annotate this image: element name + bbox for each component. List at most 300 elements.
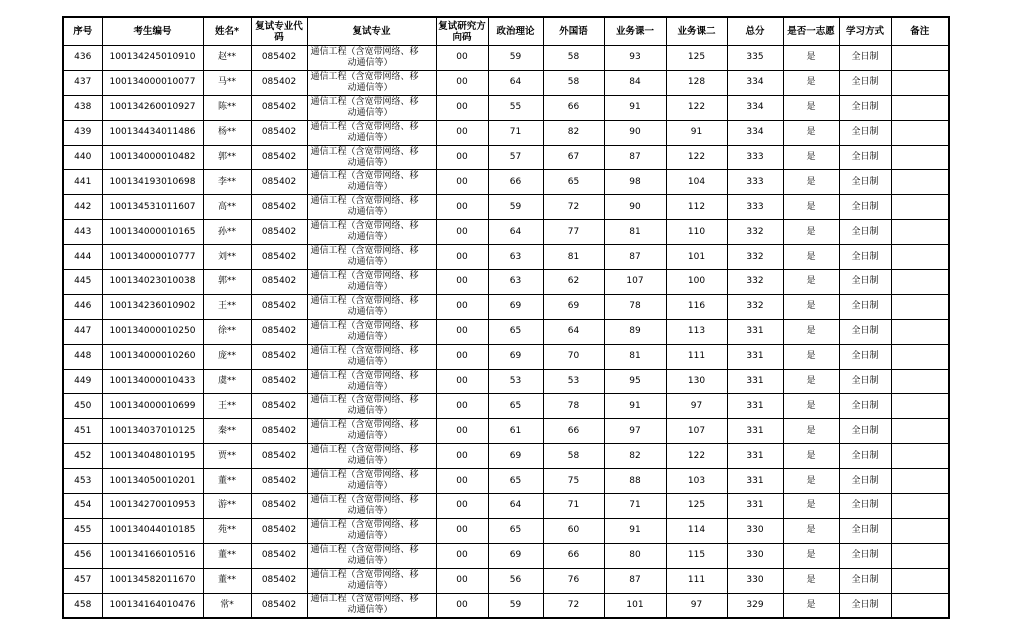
- cell-remarks: [891, 394, 949, 419]
- major-line-1: 通信工程（含宽带网络、移: [310, 270, 419, 281]
- cell-seq: 437: [63, 70, 102, 95]
- cell-total: 333: [727, 195, 783, 220]
- cell-major: [307, 344, 436, 369]
- cell-first-choice: 是: [783, 270, 839, 295]
- cell-major: [307, 394, 436, 419]
- cell-direction: 00: [436, 270, 488, 295]
- cell-course-two: 107: [666, 419, 727, 444]
- cell-total: 331: [727, 369, 783, 394]
- cell-major-code: 085402: [251, 419, 307, 444]
- cell-total: 331: [727, 469, 783, 494]
- table-row: [63, 518, 949, 543]
- major-line-1: 通信工程（含宽带网络、移: [310, 470, 419, 481]
- cell-total: 333: [727, 170, 783, 195]
- cell-remarks: [891, 195, 949, 220]
- cell-exam-id: 100134000010433: [102, 369, 203, 394]
- cell-name: 刘**: [203, 245, 251, 270]
- major-line-2: 动通信等）: [347, 207, 393, 218]
- cell-first-choice: 是: [783, 245, 839, 270]
- cell-course-two: 113: [666, 319, 727, 344]
- cell-first-choice: 是: [783, 294, 839, 319]
- cell-foreign-language: 58: [543, 46, 604, 71]
- cell-total: 331: [727, 419, 783, 444]
- cell-name: 孙**: [203, 220, 251, 245]
- major-line-2: 动通信等）: [347, 505, 393, 516]
- major-line-2: 动通信等）: [347, 281, 393, 292]
- cell-study-mode: 全日制: [839, 195, 891, 220]
- cell-remarks: [891, 344, 949, 369]
- cell-remarks: [891, 319, 949, 344]
- cell-exam-id: 100134434011486: [102, 120, 203, 145]
- cell-first-choice: 是: [783, 195, 839, 220]
- cell-foreign-language: 66: [543, 95, 604, 120]
- cell-seq: 439: [63, 120, 102, 145]
- cell-study-mode: 全日制: [839, 543, 891, 568]
- cell-foreign-language: 65: [543, 170, 604, 195]
- cell-foreign-language: 66: [543, 419, 604, 444]
- cell-major: [307, 494, 436, 519]
- cell-name: 赵**: [203, 46, 251, 71]
- major-line-2: 动通信等）: [347, 331, 393, 342]
- cell-major: [307, 568, 436, 593]
- table-row: [63, 494, 949, 519]
- cell-study-mode: 全日制: [839, 568, 891, 593]
- cell-name: 庞**: [203, 344, 251, 369]
- cell-remarks: [891, 170, 949, 195]
- cell-course-one: 93: [604, 46, 666, 71]
- cell-politics: 65: [488, 394, 543, 419]
- table-row: [63, 469, 949, 494]
- cell-major-code: 085402: [251, 494, 307, 519]
- cell-direction: 00: [436, 344, 488, 369]
- cell-major-code: 085402: [251, 319, 307, 344]
- cell-major-code: 085402: [251, 70, 307, 95]
- cell-study-mode: 全日制: [839, 46, 891, 71]
- cell-politics: 56: [488, 568, 543, 593]
- table-row: [63, 294, 949, 319]
- major-line-2: 动通信等）: [347, 82, 393, 93]
- cell-direction: 00: [436, 70, 488, 95]
- cell-major-code: 085402: [251, 145, 307, 170]
- cell-exam-id: 100134000010165: [102, 220, 203, 245]
- cell-seq: 441: [63, 170, 102, 195]
- cell-politics: 57: [488, 145, 543, 170]
- major-line-1: 通信工程（含宽带网络、移: [310, 121, 419, 132]
- cell-course-two: 111: [666, 568, 727, 593]
- cell-study-mode: 全日制: [839, 394, 891, 419]
- cell-foreign-language: 58: [543, 444, 604, 469]
- cell-first-choice: 是: [783, 568, 839, 593]
- header-study-mode: 学习方式: [839, 17, 891, 46]
- major-line-1: 通信工程（含宽带网络、移: [310, 494, 419, 505]
- cell-study-mode: 全日制: [839, 145, 891, 170]
- cell-total: 333: [727, 145, 783, 170]
- cell-name: 王**: [203, 294, 251, 319]
- table-row: [63, 419, 949, 444]
- cell-politics: 55: [488, 95, 543, 120]
- major-line-2: 动通信等）: [347, 107, 393, 118]
- cell-course-two: 104: [666, 170, 727, 195]
- major-line-2: 动通信等）: [347, 580, 393, 591]
- cell-politics: 53: [488, 369, 543, 394]
- cell-course-one: 78: [604, 294, 666, 319]
- cell-major: [307, 70, 436, 95]
- cell-major-code: 085402: [251, 543, 307, 568]
- cell-politics: 69: [488, 543, 543, 568]
- cell-study-mode: 全日制: [839, 245, 891, 270]
- cell-exam-id: 100134236010902: [102, 294, 203, 319]
- cell-total: 335: [727, 46, 783, 71]
- major-line-2: 动通信等）: [347, 555, 393, 566]
- cell-seq: 451: [63, 419, 102, 444]
- cell-exam-id: 100134000010077: [102, 70, 203, 95]
- cell-total: 331: [727, 394, 783, 419]
- table-row: [63, 145, 949, 170]
- cell-remarks: [891, 245, 949, 270]
- cell-major: [307, 46, 436, 71]
- cell-name: 郭**: [203, 270, 251, 295]
- cell-course-one: 87: [604, 568, 666, 593]
- score-table-sheet: [62, 16, 948, 619]
- cell-direction: 00: [436, 170, 488, 195]
- major-line-1: 通信工程（含宽带网络、移: [310, 445, 419, 456]
- cell-seq: 452: [63, 444, 102, 469]
- cell-foreign-language: 69: [543, 294, 604, 319]
- cell-major: [307, 170, 436, 195]
- major-line-1: 通信工程（含宽带网络、移: [310, 46, 419, 57]
- cell-politics: 65: [488, 469, 543, 494]
- major-line-2: 动通信等）: [347, 306, 393, 317]
- cell-course-one: 82: [604, 444, 666, 469]
- cell-course-one: 101: [604, 593, 666, 618]
- cell-major: [307, 369, 436, 394]
- cell-major: [307, 245, 436, 270]
- cell-total: 330: [727, 518, 783, 543]
- table-row: [63, 95, 949, 120]
- header-exam-id: 考生编号: [102, 17, 203, 46]
- cell-course-one: 80: [604, 543, 666, 568]
- major-line-1: 通信工程（含宽带网络、移: [310, 146, 419, 157]
- cell-first-choice: 是: [783, 120, 839, 145]
- cell-course-two: 111: [666, 344, 727, 369]
- cell-politics: 65: [488, 518, 543, 543]
- cell-politics: 63: [488, 270, 543, 295]
- cell-major-code: 085402: [251, 394, 307, 419]
- cell-major: [307, 294, 436, 319]
- cell-politics: 69: [488, 294, 543, 319]
- cell-politics: 71: [488, 120, 543, 145]
- cell-course-two: 116: [666, 294, 727, 319]
- cell-name: 高**: [203, 195, 251, 220]
- cell-major-code: 085402: [251, 518, 307, 543]
- cell-remarks: [891, 369, 949, 394]
- cell-exam-id: 100134048010195: [102, 444, 203, 469]
- cell-course-two: 122: [666, 95, 727, 120]
- cell-direction: 00: [436, 95, 488, 120]
- cell-study-mode: 全日制: [839, 593, 891, 618]
- cell-course-one: 107: [604, 270, 666, 295]
- cell-seq: 454: [63, 494, 102, 519]
- cell-direction: 00: [436, 319, 488, 344]
- cell-politics: 63: [488, 245, 543, 270]
- major-line-2: 动通信等）: [347, 406, 393, 417]
- cell-seq: 458: [63, 593, 102, 618]
- cell-foreign-language: 71: [543, 494, 604, 519]
- cell-major-code: 085402: [251, 469, 307, 494]
- cell-total: 334: [727, 95, 783, 120]
- header-first-choice: 是否一志愿: [783, 17, 839, 46]
- cell-exam-id: 100134023010038: [102, 270, 203, 295]
- cell-name: 郭**: [203, 145, 251, 170]
- major-line-2: 动通信等）: [347, 132, 393, 143]
- cell-exam-id: 100134582011670: [102, 568, 203, 593]
- cell-exam-id: 100134260010927: [102, 95, 203, 120]
- cell-exam-id: 100134037010125: [102, 419, 203, 444]
- major-line-2: 动通信等）: [347, 605, 393, 616]
- table-row: [63, 344, 949, 369]
- major-line-1: 通信工程（含宽带网络、移: [310, 320, 419, 331]
- cell-total: 331: [727, 444, 783, 469]
- cell-course-two: 112: [666, 195, 727, 220]
- header-seq: 序号: [63, 17, 102, 46]
- cell-course-two: 114: [666, 518, 727, 543]
- cell-major: [307, 518, 436, 543]
- table-row: [63, 444, 949, 469]
- major-line-1: 通信工程（含宽带网络、移: [310, 345, 419, 356]
- cell-foreign-language: 81: [543, 245, 604, 270]
- cell-name: 杨**: [203, 120, 251, 145]
- table-header-row: [63, 17, 949, 46]
- cell-major: [307, 145, 436, 170]
- cell-course-one: 88: [604, 469, 666, 494]
- cell-course-two: 130: [666, 369, 727, 394]
- cell-first-choice: 是: [783, 593, 839, 618]
- cell-major: [307, 444, 436, 469]
- major-line-1: 通信工程（含宽带网络、移: [310, 71, 419, 82]
- cell-politics: 59: [488, 593, 543, 618]
- cell-major-code: 085402: [251, 369, 307, 394]
- cell-course-two: 97: [666, 394, 727, 419]
- cell-study-mode: 全日制: [839, 444, 891, 469]
- cell-foreign-language: 66: [543, 543, 604, 568]
- header-remarks: 备注: [891, 17, 949, 46]
- cell-politics: 64: [488, 220, 543, 245]
- cell-total: 330: [727, 543, 783, 568]
- table-row: [63, 593, 949, 618]
- cell-seq: 443: [63, 220, 102, 245]
- cell-name: 游**: [203, 494, 251, 519]
- cell-foreign-language: 64: [543, 319, 604, 344]
- cell-remarks: [891, 419, 949, 444]
- cell-major-code: 085402: [251, 593, 307, 618]
- cell-foreign-language: 76: [543, 568, 604, 593]
- cell-course-one: 91: [604, 95, 666, 120]
- cell-major-code: 085402: [251, 270, 307, 295]
- cell-seq: 448: [63, 344, 102, 369]
- cell-seq: 444: [63, 245, 102, 270]
- table-row: [63, 70, 949, 95]
- cell-name: 徐**: [203, 319, 251, 344]
- cell-course-one: 91: [604, 518, 666, 543]
- cell-name: 马**: [203, 70, 251, 95]
- cell-name: 常*: [203, 593, 251, 618]
- cell-direction: 00: [436, 419, 488, 444]
- cell-first-choice: 是: [783, 494, 839, 519]
- cell-first-choice: 是: [783, 369, 839, 394]
- cell-exam-id: 100134164010476: [102, 593, 203, 618]
- cell-remarks: [891, 494, 949, 519]
- cell-first-choice: 是: [783, 543, 839, 568]
- cell-first-choice: 是: [783, 444, 839, 469]
- cell-seq: 445: [63, 270, 102, 295]
- cell-foreign-language: 53: [543, 369, 604, 394]
- cell-study-mode: 全日制: [839, 120, 891, 145]
- cell-course-two: 122: [666, 444, 727, 469]
- major-line-1: 通信工程（含宽带网络、移: [310, 196, 419, 207]
- header-course-one: 业务课一: [604, 17, 666, 46]
- cell-foreign-language: 58: [543, 70, 604, 95]
- cell-remarks: [891, 543, 949, 568]
- table-row: [63, 245, 949, 270]
- cell-direction: 00: [436, 369, 488, 394]
- cell-direction: 00: [436, 518, 488, 543]
- major-line-2: 动通信等）: [347, 157, 393, 168]
- cell-study-mode: 全日制: [839, 170, 891, 195]
- cell-exam-id: 100134245010910: [102, 46, 203, 71]
- cell-exam-id: 100134000010699: [102, 394, 203, 419]
- cell-name: 董**: [203, 469, 251, 494]
- major-line-1: 通信工程（含宽带网络、移: [310, 395, 419, 406]
- cell-total: 332: [727, 245, 783, 270]
- cell-seq: 450: [63, 394, 102, 419]
- cell-remarks: [891, 568, 949, 593]
- cell-major: [307, 220, 436, 245]
- cell-study-mode: 全日制: [839, 270, 891, 295]
- cell-politics: 64: [488, 70, 543, 95]
- cell-course-one: 98: [604, 170, 666, 195]
- major-line-1: 通信工程（含宽带网络、移: [310, 171, 419, 182]
- cell-remarks: [891, 70, 949, 95]
- cell-course-two: 125: [666, 494, 727, 519]
- cell-major-code: 085402: [251, 220, 307, 245]
- cell-remarks: [891, 120, 949, 145]
- cell-remarks: [891, 145, 949, 170]
- cell-politics: 59: [488, 46, 543, 71]
- cell-course-one: 91: [604, 394, 666, 419]
- cell-exam-id: 100134000010777: [102, 245, 203, 270]
- cell-remarks: [891, 95, 949, 120]
- cell-study-mode: 全日制: [839, 319, 891, 344]
- cell-course-two: 101: [666, 245, 727, 270]
- cell-total: 329: [727, 593, 783, 618]
- cell-remarks: [891, 294, 949, 319]
- cell-study-mode: 全日制: [839, 344, 891, 369]
- major-line-2: 动通信等）: [347, 456, 393, 467]
- cell-direction: 00: [436, 568, 488, 593]
- major-line-2: 动通信等）: [347, 356, 393, 367]
- cell-major: [307, 95, 436, 120]
- cell-study-mode: 全日制: [839, 419, 891, 444]
- major-line-2: 动通信等）: [347, 232, 393, 243]
- cell-course-one: 97: [604, 419, 666, 444]
- cell-seq: 455: [63, 518, 102, 543]
- header-major-code: 复试专业代码: [251, 17, 307, 46]
- cell-direction: 00: [436, 294, 488, 319]
- cell-direction: 00: [436, 220, 488, 245]
- cell-politics: 65: [488, 319, 543, 344]
- cell-course-one: 95: [604, 369, 666, 394]
- cell-exam-id: 100134193010698: [102, 170, 203, 195]
- cell-first-choice: 是: [783, 220, 839, 245]
- cell-remarks: [891, 270, 949, 295]
- cell-seq: 442: [63, 195, 102, 220]
- cell-course-two: 122: [666, 145, 727, 170]
- cell-total: 330: [727, 568, 783, 593]
- cell-remarks: [891, 220, 949, 245]
- cell-major: [307, 543, 436, 568]
- header-major: 复试专业: [307, 17, 436, 46]
- major-line-2: 动通信等）: [347, 381, 393, 392]
- cell-course-two: 128: [666, 70, 727, 95]
- major-line-1: 通信工程（含宽带网络、移: [310, 569, 419, 580]
- table-row: [63, 195, 949, 220]
- major-line-1: 通信工程（含宽带网络、移: [310, 295, 419, 306]
- cell-major: [307, 195, 436, 220]
- cell-foreign-language: 60: [543, 518, 604, 543]
- cell-name: 李**: [203, 170, 251, 195]
- cell-politics: 69: [488, 444, 543, 469]
- cell-foreign-language: 75: [543, 469, 604, 494]
- cell-first-choice: 是: [783, 344, 839, 369]
- cell-first-choice: 是: [783, 419, 839, 444]
- cell-seq: 438: [63, 95, 102, 120]
- cell-major-code: 085402: [251, 444, 307, 469]
- cell-seq: 449: [63, 369, 102, 394]
- cell-total: 332: [727, 270, 783, 295]
- cell-first-choice: 是: [783, 469, 839, 494]
- cell-seq: 453: [63, 469, 102, 494]
- major-line-2: 动通信等）: [347, 431, 393, 442]
- cell-foreign-language: 70: [543, 344, 604, 369]
- cell-seq: 436: [63, 46, 102, 71]
- major-line-2: 动通信等）: [347, 182, 393, 193]
- cell-total: 332: [727, 294, 783, 319]
- cell-seq: 456: [63, 543, 102, 568]
- cell-total: 331: [727, 494, 783, 519]
- cell-name: 虞**: [203, 369, 251, 394]
- cell-course-one: 90: [604, 120, 666, 145]
- cell-study-mode: 全日制: [839, 494, 891, 519]
- cell-course-one: 81: [604, 220, 666, 245]
- cell-politics: 64: [488, 494, 543, 519]
- cell-foreign-language: 72: [543, 195, 604, 220]
- major-line-1: 通信工程（含宽带网络、移: [310, 96, 419, 107]
- cell-name: 董**: [203, 543, 251, 568]
- cell-politics: 61: [488, 419, 543, 444]
- cell-foreign-language: 77: [543, 220, 604, 245]
- header-politics: 政治理论: [488, 17, 543, 46]
- table-row: [63, 46, 949, 71]
- cell-foreign-language: 62: [543, 270, 604, 295]
- cell-total: 334: [727, 120, 783, 145]
- cell-course-two: 110: [666, 220, 727, 245]
- header-direction: 复试研究方向码: [436, 17, 488, 46]
- cell-major: [307, 469, 436, 494]
- cell-major-code: 085402: [251, 120, 307, 145]
- cell-major: [307, 120, 436, 145]
- cell-name: 王**: [203, 394, 251, 419]
- major-line-1: 通信工程（含宽带网络、移: [310, 246, 419, 257]
